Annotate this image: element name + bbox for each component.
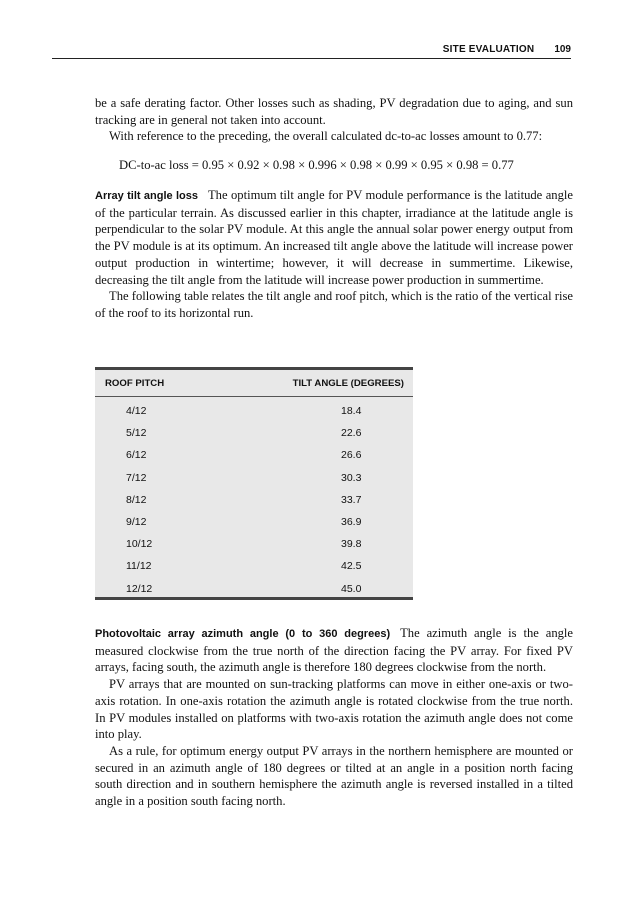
cell-pitch: 5/12 <box>126 427 147 440</box>
paragraph-hemisphere-rule: As a rule, for optimum energy output PV arrays in the northern hemisphere are mounted or secured in an azimuth angle of 180 degrees or tilted at an angle in a position north facing south direction and in southern hemisphere the azimuth angle is reversed installed in a tilted angle in a position south facing north. <box>95 743 573 809</box>
cell-angle: 36.9 <box>341 515 362 528</box>
page-number: 109 <box>554 44 571 55</box>
cell-angle: 42.5 <box>341 560 362 573</box>
table-row <box>95 402 413 424</box>
runin-heading-azimuth: Photovoltaic array azimuth angle (0 to 360 degrees) <box>95 628 391 640</box>
cell-pitch: 7/12 <box>126 471 147 484</box>
equation: DC-to-ac loss = 0.95 × 0.92 × 0.98 × 0.996 × 0.98 × 0.99 × 0.95 × 0.98 = 0.77 <box>119 158 514 172</box>
table-row <box>95 535 413 557</box>
tilt-text: The optimum tilt angle for PV module performance is the latitude angle of the particular terrain. As discussed earlier in this chapter, irradiance at the latitude angle is perpendicular to the solar PV module. At this angle the annual solar power energy output from the PV module is at its optimum. An increased tilt angle above the latitude will increase power output production in wintertime; however, it will decrease in summertime. Likewise, decreasing the tilt angle from the latitude will increase power production in summertime. <box>95 188 573 287</box>
paragraph-azimuth-angle <box>95 625 573 676</box>
header-roof-pitch: ROOF PITCH <box>105 378 165 389</box>
azimuth-text: The azimuth angle is the angle measured clockwise from the true north of the direction facing the PV array. For fixed PV arrays, facing south, the azimuth angle is therefore 180 degrees clockwise from the north. <box>95 626 573 675</box>
runin-heading-tilt: Array tilt angle loss <box>95 190 198 202</box>
cell-angle: 18.4 <box>341 405 362 417</box>
paragraph-losses-intro: With reference to the preceding, the overall calculated dc-to-ac losses amount to 0.77: <box>109 129 543 144</box>
table-row <box>95 513 413 535</box>
cell-pitch: 4/12 <box>126 405 147 417</box>
section-title: SITE EVALUATION <box>442 44 535 55</box>
header-rule <box>52 58 571 59</box>
cell-angle: 39.8 <box>341 538 362 551</box>
cell-pitch: 12/12 <box>126 582 153 595</box>
cell-angle: 26.6 <box>341 449 362 462</box>
running-header <box>52 44 571 58</box>
text-block-azimuth <box>95 625 573 810</box>
cell-angle: 33.7 <box>341 493 362 506</box>
text-block-tilt <box>95 187 573 322</box>
paragraph-tilt-angle-loss <box>95 187 573 288</box>
cell-pitch: 6/12 <box>126 449 147 462</box>
table-row <box>95 491 413 513</box>
table-row <box>95 557 413 579</box>
table-row <box>95 580 413 602</box>
cell-pitch: 11/12 <box>126 560 152 573</box>
table-header-rule <box>95 396 413 397</box>
cell-angle: 30.3 <box>341 471 362 484</box>
cell-angle: 45.0 <box>341 582 362 595</box>
cell-pitch: 10/12 <box>126 538 153 551</box>
table-row <box>95 446 413 468</box>
paragraph-derating: be a safe derating factor. Other losses such as shading, PV degradation due to aging, and sun tracking are in general not taken into account. <box>95 96 573 127</box>
table-row <box>95 424 413 446</box>
cell-pitch: 9/12 <box>126 515 147 528</box>
equation-line <box>95 157 597 174</box>
roof-pitch-table <box>95 367 413 600</box>
table-body <box>95 402 413 602</box>
header-tilt-angle: TILT ANGLE (DEGREES) <box>292 378 404 389</box>
paragraph-tracking-platforms: PV arrays that are mounted on sun-tracking platforms can move in either one-axis or two-axis rotation. In one-axis rotation the azimuth angle is rotated clockwise from the true north. In PV modules installed on platforms with two-axis rotation the azimuth angle does not come into play. <box>95 677 573 742</box>
paragraph-table-intro: The following table relates the tilt angle and roof pitch, which is the ratio of the vertical rise of the roof to its horizontal run. <box>95 289 573 320</box>
text-block-top <box>95 95 573 145</box>
cell-pitch: 8/12 <box>126 493 147 506</box>
table-header <box>95 377 413 392</box>
table-row <box>95 469 413 491</box>
cell-angle: 22.6 <box>341 427 362 440</box>
